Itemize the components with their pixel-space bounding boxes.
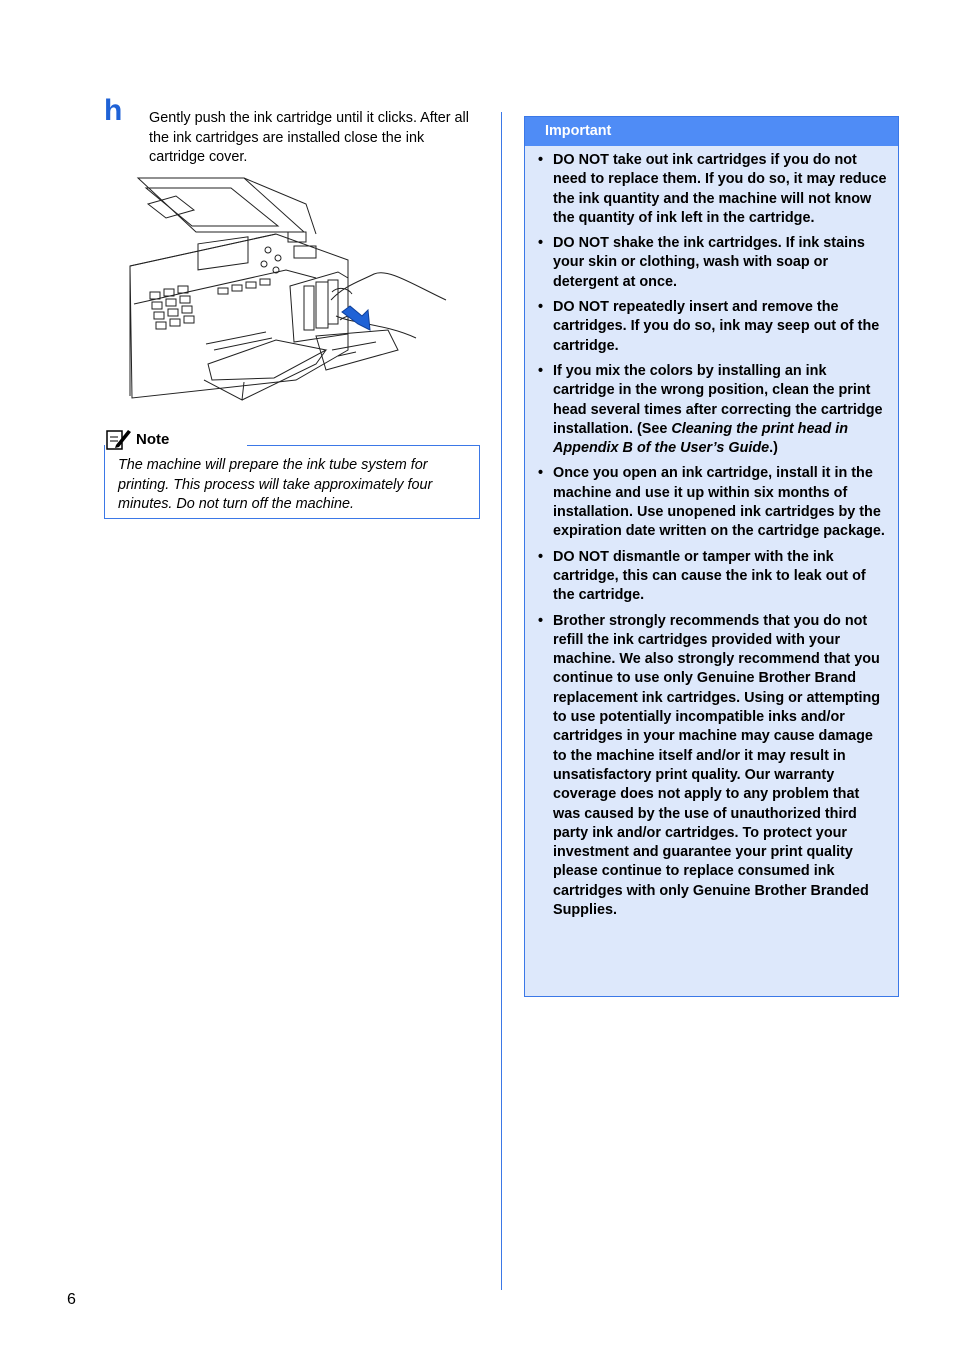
guide-reference: Cleaning the print head in Appendix B of the User’s Guide bbox=[553, 420, 849, 457]
step-instruction: Gently push the ink cartridge until it clicks. After all the ink cartridges are installed close the ink cartridge cover. bbox=[149, 110, 469, 165]
printer-cartridge-illustration bbox=[126, 174, 452, 408]
list-item: • If you mix the colors by installing an ink cartridge in the wrong position, clean the print head several times after correcting the cartridge installation. (See Cleaning the print head in Appendix B of the User’s Guide.) bbox=[538, 362, 883, 457]
step-letter: h bbox=[104, 94, 123, 127]
column-divider bbox=[501, 112, 502, 1290]
list-item: • DO NOT take out ink cartridges if you do not need to replace them. If you do so, it may reduce the ink quantity and the machine will not know the quantity of ink left in the cartridge. bbox=[538, 152, 887, 226]
list-item: • DO NOT repeatedly insert and remove the cartridges. If you do so, ink may seep out of the cartridge. bbox=[538, 299, 880, 354]
note-pencil-icon bbox=[106, 427, 132, 451]
note-title: Note bbox=[136, 430, 170, 448]
page-number: 6 bbox=[67, 1291, 76, 1308]
important-box bbox=[524, 116, 899, 997]
list-item: • Brother strongly recommends that you do not refill the ink cartridges provided with your machine. We also strongly recommend that you continue to use only Genuine Brother Brand replacement ink cartridges. Using or attempting to use potentially incompatible inks and/or cartridges in your machine may cause damage to the machine itself and/or it may result in unsatisfactory print quality. Our warranty coverage does not apply to any problem that was caused by the use of unauthorized third party ink and/or cartridges. To protect your investment and guarantee your print quality please continue to replace consumed ink cartridges with only Genuine Brother Branded Supplies. bbox=[538, 612, 881, 918]
note-box bbox=[104, 426, 479, 519]
note-body: The machine will prepare the ink tube system for printing. This process will take approximately four minutes. Do not turn off the machine. bbox=[118, 457, 433, 512]
list-item: • DO NOT shake the ink cartridges. If ink stains your skin or clothing, wash with soap or detergent at once. bbox=[538, 235, 865, 290]
list-item: • Once you open an ink cartridge, install it in the machine and use it up within six months of installation. Use unopened ink cartridges by the expiration date written on the cartridge package. bbox=[538, 465, 885, 540]
important-title: Important bbox=[525, 117, 898, 146]
list-item: • DO NOT dismantle or tamper with the ink cartridge, this can cause the ink to leak out of the cartridge. bbox=[538, 548, 866, 604]
important-list bbox=[525, 146, 898, 920]
